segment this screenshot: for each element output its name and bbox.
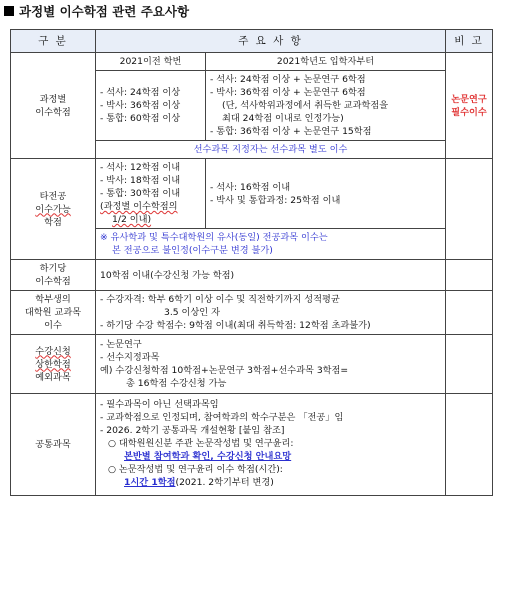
row4-remark [446, 291, 493, 335]
row2-right-items: - 석사: 16학점 이내 - 박사 및 통합과정: 25학점 이내 [206, 159, 446, 229]
row6-content: - 필수과목이 아닌 선택과목임 - 교과학점으로 인정되며, 참여학과의 학수구분은 「전공」임 - 2026. 2학기 공통과목 개설현황 [붙임 참조] ○ 대학원원신분 주관 논문작성법 및 연구윤리: 본반별 참여학과 확인, 수강신청 안내요망 ○ 논문작성법 및 연구윤리 이수 학점(시간): 1시간 1학점(2021. 2학기부터 변경) [96, 394, 446, 496]
header-details: 주 요 사 항 [96, 30, 446, 53]
row4-content: - 수강자격: 학부 6학기 이상 이수 및 직전학기까지 성적평균 3.5 이상인 자 - 하기당 수강 학점수: 9학점 이내(최대 취득학점: 12학점 초과불가) [96, 291, 446, 335]
row1-subheader [11, 53, 493, 71]
section-title: 과정별 이수학점 관련 주요사항 [4, 3, 189, 19]
row3-remark [446, 260, 493, 291]
row2-content [11, 159, 493, 229]
row5-remark [446, 335, 493, 394]
row6-label: 공통과목 [11, 394, 96, 496]
row1-label: 과정별 이수학점 [11, 53, 96, 159]
row6-remark [446, 394, 493, 496]
square-bullet-icon [4, 6, 14, 16]
row2-note: ※ 유사학과 및 특수대학원의 유사(동일) 전공과목 이수는 본 전공으로 불인정(이수구분 변경 불가) [96, 229, 446, 260]
row1-right-subheader: 2021학년도 입학자부터 [206, 53, 446, 71]
row2-remark [446, 159, 493, 260]
header-category: 구 분 [11, 30, 96, 53]
row5 [11, 335, 493, 394]
row3-content: 10학점 이내(수강신청 가능 학점) [96, 260, 446, 291]
row5-content: - 논문연구 - 선수지정과목 예) 수강신청학점 10학점+논문연구 3학점+선수과목 3학점= 총 16학점 수강신청 가능 [96, 335, 446, 394]
row4-label: 학부생의 대학원 교과목 이수 [11, 291, 96, 335]
row1-remark: 논문연구 필수이수 [446, 53, 493, 159]
header-remarks: 비 고 [446, 30, 493, 53]
row1-note: 선수과목 지정자는 선수과목 별도 이수 [96, 141, 446, 159]
row6 [11, 394, 493, 496]
row3-label: 하기당 이수학점 [11, 260, 96, 291]
row1-right-items: - 석사: 24학점 이상 + 논문연구 6학점 - 박사: 36학점 이상 + 논문연구 6학점 (단, 석사학위과정에서 취득한 교과학점을 최대 24학점 이내로 인정가능) - 통합: 36학점 이상 + 논문연구 15학점 [206, 71, 446, 141]
row2-label: 타전공 이수가능 학점 [11, 159, 96, 260]
row2-left-items: - 석사: 12학점 이내 - 박사: 18학점 이내 - 통합: 30학점 이내 (과정별 이수학점의 1/2 이내) [96, 159, 206, 229]
row1-left-subheader: 2021이전 학번 [96, 53, 206, 71]
table-header-row [11, 30, 493, 53]
row4 [11, 291, 493, 335]
credits-table [10, 29, 493, 496]
row1-left-items: - 석사: 24학점 이상 - 박사: 36학점 이상 - 통합: 60학점 이상 [96, 71, 206, 141]
row3 [11, 260, 493, 291]
row5-label: 수강신청 상한학점 예외과목 [11, 335, 96, 394]
